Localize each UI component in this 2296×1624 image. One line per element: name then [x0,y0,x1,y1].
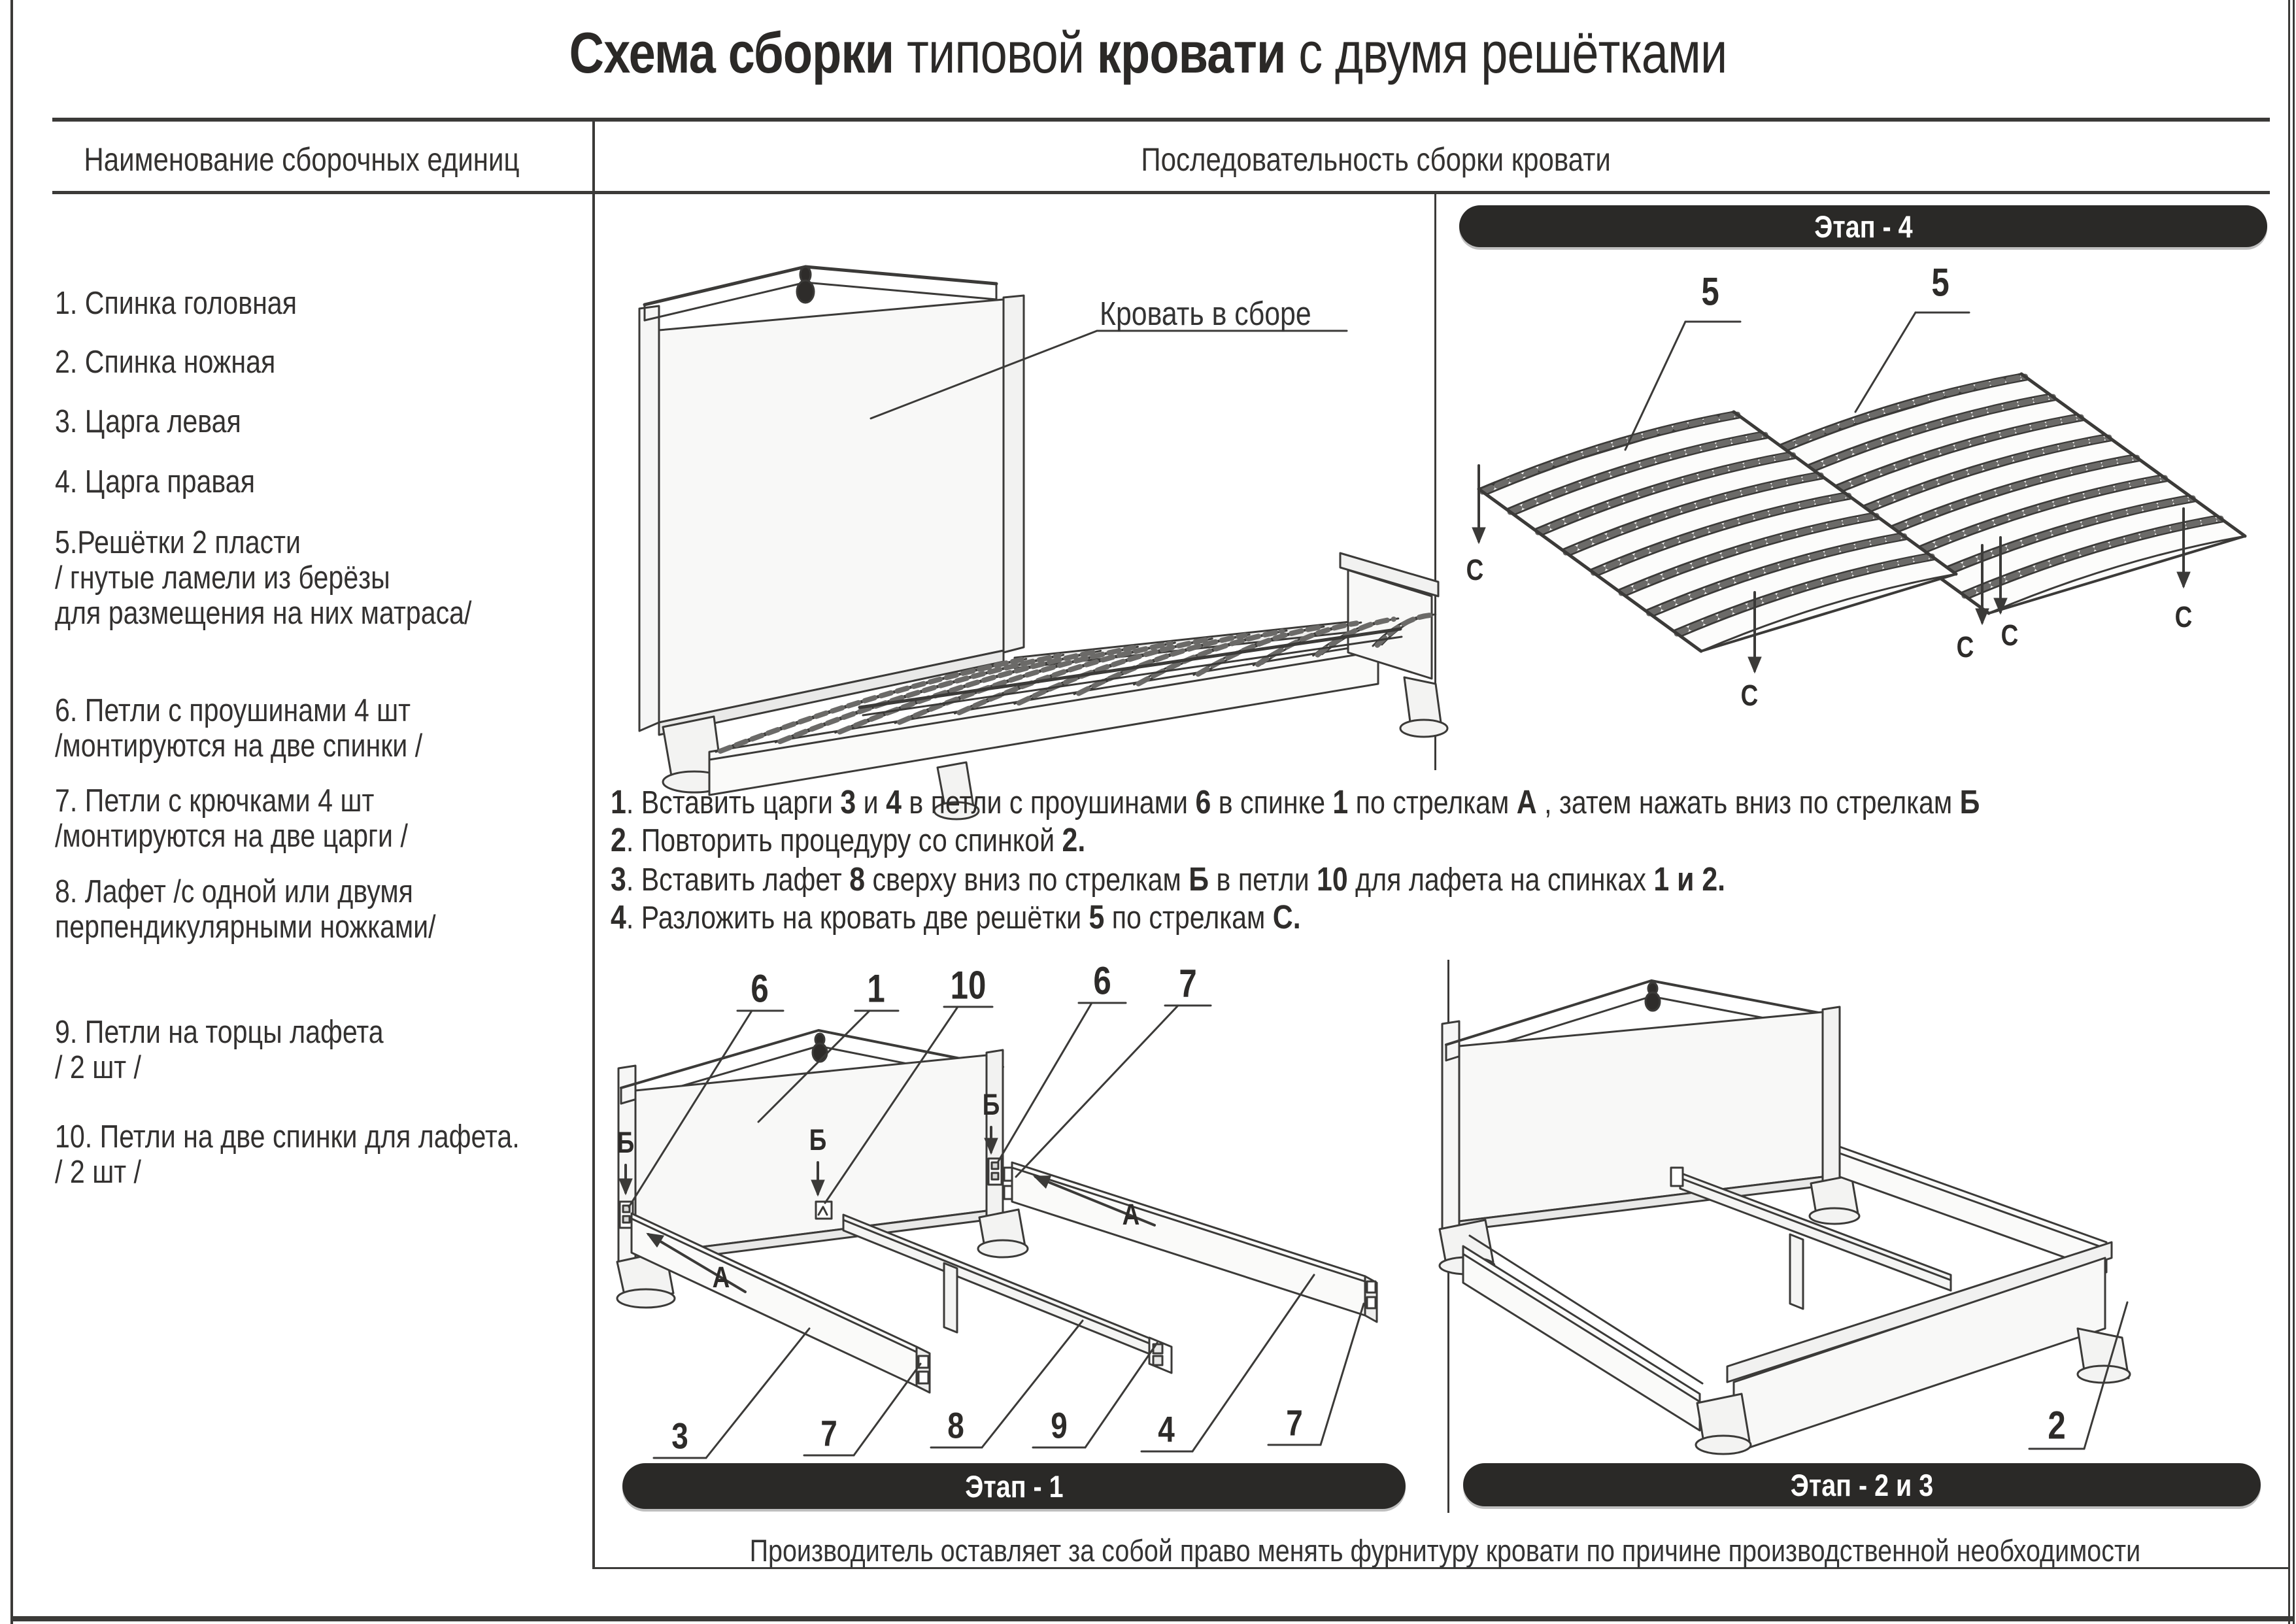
stage1-arrow-letter-Б: Б [982,1088,1000,1121]
assembled-bed-drawing [639,267,1447,819]
stage1-part-callout-6: 6 [1093,958,1111,1003]
stage1-arrow-letter-А: А [1122,1198,1140,1231]
footer-note [601,1532,2288,1568]
instruction-text: . Повторить процедуру со спинкой [626,823,1062,858]
stage4-part-callout-5: 5 [1701,269,1719,314]
instruction-ref: 4 [886,783,902,820]
parts-list-item [55,1119,608,1190]
parts-list-item-line: 7. Петли с крючками 4 шт [55,783,375,819]
footer-note-text: Производитель оставляет за собой право менять фурнитуру кровати по причине производственной необходимости [749,1533,2140,1568]
instruction-text: по стрелкам [1348,785,1517,820]
stage-1-banner [622,1463,1406,1509]
parts-list-item-line: 4. Царга правая [55,464,255,499]
stage1-part-callout-6: 6 [751,966,769,1011]
stage1-part-callout-3: 3 [671,1415,688,1457]
instruction-text: и [856,785,886,820]
stage1-part-callout-4: 4 [1158,1408,1175,1450]
stage4-grids-drawing [1479,313,2245,671]
table-header-left-text: Наименование сборочных единиц [83,141,520,178]
instruction-ref: Б [1959,783,1980,820]
instruction-ref: 5 [1089,898,1105,936]
instruction-text: для лафета на спинках [1347,862,1654,898]
instruction-ref: 8 [849,860,866,898]
parts-list-item-line: / 2 шт / [55,1050,141,1085]
stage4-arrow-letter-С: С [1956,630,1974,664]
parts-list-item-line: / 2 шт / [55,1155,141,1190]
instruction-line [611,822,1176,858]
table-header-right-text: Последовательность сборки кровати [1141,141,1612,178]
instruction-ref: 4 [611,898,626,936]
instruction-ref: 3 [840,783,856,820]
parts-list-item-line: 9. Петли на торцы лафета [55,1015,384,1050]
parts-list-item [55,783,475,854]
stage4-arrow-letter-С: С [1466,553,1484,586]
instruction-text: в петли с проушинами [901,785,1196,820]
stage4-arrow-letter-С: С [2001,618,2019,652]
stage-4-banner [1459,205,2267,247]
instruction-ref: 1 и 2. [1653,860,1726,898]
instruction-text: . Вставить царги [626,785,841,820]
instruction-line [611,862,1938,898]
parts-list-item [55,874,509,945]
stage1-part-callout-9: 9 [1051,1404,1068,1446]
parts-list-item [55,286,343,321]
stage-2-3-banner [1463,1463,2261,1506]
assembled-bed-label-text: Кровать в сборе [1100,295,1311,332]
stage1-drawing [617,1003,1377,1458]
instruction-text: , затем нажать вниз по стрелкам [1536,785,1960,820]
parts-list-item-line: / гнутые ламели из берёзы [55,560,390,596]
stage1-part-callout-8: 8 [947,1404,964,1446]
stage4-arrow-letter-С: С [2174,600,2193,634]
instruction-ref: А [1516,783,1537,820]
parts-list-item-line: 10. Петли на две спинки для лафета. [55,1119,520,1155]
parts-list-item-line: 5.Решётки 2 пласти [55,525,301,560]
parts-list-item-line: /монтируются на две царги / [55,819,408,854]
instruction-text: сверху вниз по стрелкам [865,862,1189,898]
instruction-text: в спинке [1211,785,1333,820]
stage1-part-callout-10: 10 [950,963,987,1007]
stage-4-banner-text: Этап - 4 [1814,209,1913,244]
instruction-ref: 3 [611,860,626,898]
instruction-ref: 2 [611,821,626,858]
stage1-part-callout-1: 1 [867,966,885,1011]
stage4-arrow-letter-С: С [1740,679,1759,712]
stage23-drawing [1440,981,2130,1454]
stage4-part-callout-5: 5 [1931,260,1950,305]
parts-list-item-line: для размещения на них матраса/ [55,596,472,631]
parts-list-item-line: 3. Царга левая [55,404,241,439]
instruction-text: по стрелкам [1104,900,1273,936]
parts-list-item-line: 2. Спинка ножная [55,345,276,380]
instruction-text: в петли [1209,862,1317,898]
stage1-arrow-letter-А: А [712,1260,730,1294]
instruction-text: . Вставить лафет [626,862,850,898]
parts-list-item-line: 8. Лафет /с одной или двумя [55,874,413,909]
instruction-ref: 1 [611,783,626,820]
instruction-text: . Разложить на кровать две решётки [626,900,1089,936]
stage1-part-callout-7: 7 [1286,1402,1303,1444]
parts-list-item [55,525,551,631]
parts-list-item [55,693,492,764]
instruction-line [611,900,1432,936]
parts-list-item-line: перпендикулярными ножками/ [55,909,436,945]
instruction-ref: 6 [1195,783,1211,820]
instruction-ref: 2. [1062,821,1086,858]
stage23-part-callout-2: 2 [2048,1403,2066,1447]
stage1-arrow-letter-Б: Б [809,1123,827,1157]
parts-list-item [55,404,277,439]
stage-1-banner-text: Этап - 1 [964,1468,1064,1504]
title-segment: Схема сборки [569,20,894,85]
parts-list-item-line: 6. Петли с проушинами 4 шт [55,693,411,728]
instruction-ref: 1 [1332,783,1349,820]
parts-list-item-line: 1. Спинка головная [55,286,297,321]
stage-2-3-banner-text: Этап - 2 и 3 [1790,1467,1934,1502]
parts-list-item-line: /монтируются на две спинки / [55,728,423,764]
parts-list-item [55,1015,446,1085]
stage1-part-callout-7: 7 [1179,961,1197,1006]
instruction-line [611,785,2240,820]
table-header-left [24,127,579,192]
stage1-arrow-letter-Б: Б [616,1126,635,1159]
stage1-part-callout-7: 7 [820,1412,837,1454]
parts-list-item [55,345,318,380]
instruction-ref: 10 [1317,860,1348,898]
title-segment: кровати [1096,20,1286,85]
parts-list-item [55,464,293,499]
title-segment: типовой [894,20,1097,85]
table-header-right [1000,127,1752,192]
assembled-bed-label [1100,294,1351,333]
instruction-ref: С. [1272,898,1301,936]
instruction-ref: Б [1189,860,1209,898]
page-title-text [569,20,1727,86]
page-title [0,20,2296,86]
title-segment: с двумя решётками [1285,20,1727,85]
